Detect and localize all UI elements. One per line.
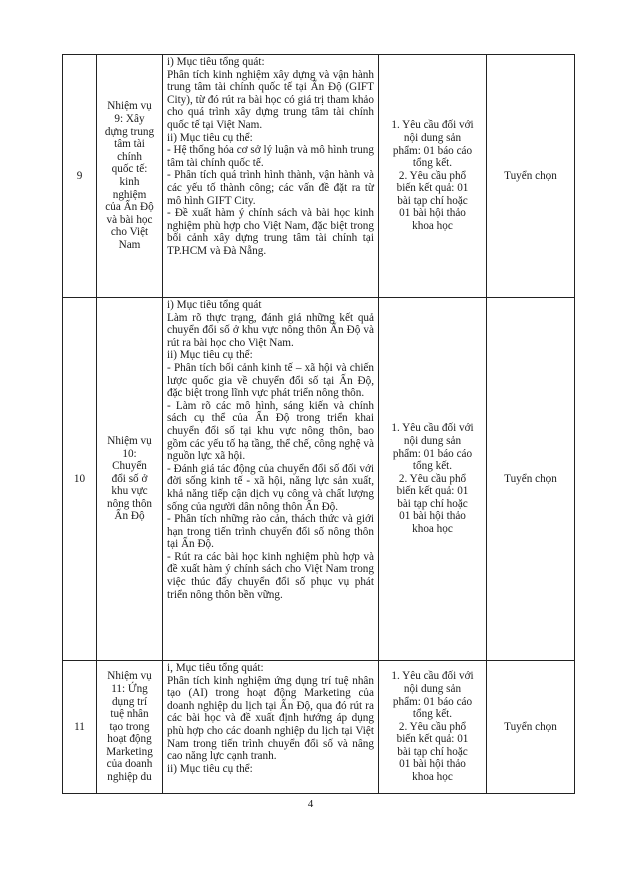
text-line: phẩm: 01 báo cáo [392,695,473,708]
task-objectives [163,661,379,794]
text-line: của Ấn Độ [105,201,154,214]
text-line: biến kết quả: 01 [396,485,469,498]
text-line: Nhiệm vụ [107,434,152,447]
text-line: của doanh [106,758,153,771]
text-line: chính [117,150,142,163]
text-line: - Rút ra các bài học kinh nghiệm phù hợp và đề xuất hàm ý chính sách cho Việt Nam trong việc thúc đẩy chuyển đổi số phục vụ phát triển nông thôn bền vững. [167,550,374,601]
text-line: bài tạp chí hoặc [397,497,468,510]
text-line: hoạt động [107,733,152,746]
task-name [97,55,163,298]
text-line: và bài học [106,213,153,226]
text-line: 10: [122,447,137,460]
text-line: Nhiệm vụ [107,100,152,113]
text-line: i) Mục tiêu tổng quát: [167,56,265,68]
text-line: tổng kết. [412,460,453,473]
text-line: - Phân tích bối cảnh kinh tế – xã hội và chiến lược quốc gia về chuyển đổi số tại Ấn Độ, đặc biệt trong lĩnh vực phát triển nông thôn. [167,361,374,400]
text-line: - Đề xuất hàm ý chính sách và bài học kinh nghiệm phù hợp cho Việt Nam, đặc biệt trong bối cảnh xây dựng trung tâm tài chính tại TP.HCM và Đà Nẵng. [167,207,374,257]
text-line: kinh [119,176,140,188]
text-line: 2. Yêu cầu phổ [398,169,467,182]
selection-mode: Tuyển chọn [487,55,575,298]
text-line: 2. Yêu cầu phổ [398,720,467,733]
task-requirements [379,298,487,661]
text-line: nội dung sản [403,682,462,695]
text-line: khoa học [412,220,453,233]
text-line: đổi số ở [111,472,148,485]
task-table [62,54,575,794]
text-line: khu vực [111,485,148,498]
text-line: tổng kết. [412,157,453,170]
text-line: Nam [118,238,141,251]
task-requirements [379,55,487,298]
text-line: 2. Yêu cầu phổ [398,472,467,485]
text-line: nghiệp du [107,771,152,784]
text-line: - Phân tích quá trình hình thành, vận hành và các yếu tố thành công; các vấn đề đặt ra từ mô hình GIFT City. [167,169,374,207]
text-line: - Phân tích những rào cản, thách thức và giới hạn trong tiến trình chuyển đổi số nông thôn tại Ấn Độ. [167,513,374,551]
text-line: 01 bài hội thảo [399,207,466,220]
table-row [63,55,575,298]
text-line: ii) Mục tiêu cụ thể: [167,762,253,775]
text-line: Làm rõ thực trạng, đánh giá những kết quả chuyển đổi số ở khu vực nông thôn Ấn Độ và rút ra bài học cho Việt Nam. [167,311,374,349]
task-name [97,298,163,661]
row-number: 11 [63,661,97,794]
text-line: 01 bài hội thảo [399,758,466,771]
table-row [63,661,575,794]
text-line: tổng kết. [412,708,453,721]
text-line: biến kết quả: 01 [396,182,469,195]
text-line: phẩm: 01 báo cáo [392,447,473,460]
selection-mode: Tuyển chọn [487,298,575,661]
row-number: 9 [63,55,97,298]
task-name [97,661,163,794]
text-line: quốc tế: [111,163,148,176]
text-line: khoa học [412,523,453,536]
text-line: Chuyển [112,460,147,473]
text-line: tâm tài [114,138,145,151]
text-line: khoa học [412,771,453,784]
text-line: phẩm: 01 báo cáo [392,144,473,157]
row-number: 10 [63,298,97,661]
text-line: nghiệm [112,188,147,201]
text-line: dụng trí [111,695,148,708]
text-line: bài tạp chí hoặc [397,194,468,207]
text-line: Phân tích kinh nghiệm xây dựng và vận hành trung tâm tài chính quốc tế tại Ấn Độ (GIFT City), từ đó rút ra bài học có giá trị tham khảo cho quá trình xây dựng trung tâm tài chính quốc tế tại Việt Nam. [167,68,374,131]
text-line: 1. Yêu cầu đối với [391,119,474,132]
text-line: ii) Mục tiêu cụ thể: [167,131,253,144]
text-line: Nhiệm vụ [107,670,152,683]
text-line: tuệ nhân [110,708,149,721]
text-line: - Đánh giá tác động của chuyển đổi số đối với đời sống kinh tế - xã hội, năng lực sản xuất, khả năng tiếp cận dịch vụ công và chất lượng sống của người dân nông thôn Ấn Độ. [167,462,374,513]
text-line: tạo trong [109,720,150,733]
text-line: 11: Ứng [111,682,148,695]
text-line: Marketing [106,745,153,758]
task-objectives [163,55,379,298]
text-line: nội dung sản [403,131,462,144]
task-objectives [163,298,379,661]
text-line: i) Mục tiêu tổng quát [167,299,262,311]
text-line: cho Việt [110,226,149,239]
text-line: i, Mục tiêu tổng quát: [167,662,264,674]
text-line: - Hệ thống hóa cơ sở lý luận và mô hình trung tâm tài chính quốc tế. [167,144,374,169]
text-line: Ấn Độ [114,510,145,523]
task-requirements [379,661,487,794]
text-line: 1. Yêu cầu đối với [391,670,474,683]
text-line: Phân tích kinh nghiệm ứng dụng trí tuệ nhân tạo (AI) trong hoạt động Marketing của doanh nghiệp du lịch tại Ấn Độ, qua đó rút ra các bài học và đề xuất định hướng áp dụng phù hợp cho các doanh nghiệp du lịch tại Việt Nam trong tiến trình chuyển đổi số và nâng cao năng lực cạnh tranh. [167,674,374,763]
text-line: biến kết quả: 01 [396,733,469,746]
text-line: 1. Yêu cầu đối với [391,422,474,435]
text-line: 9: Xây [114,113,145,126]
text-line: bài tạp chí hoặc [397,745,468,758]
selection-mode: Tuyển chọn [487,661,575,794]
text-line: nông thôn [106,497,153,510]
text-line: - Làm rõ các mô hình, sáng kiến và chính sách cụ thể của Ấn Độ trong triển khai chuyển đổi số tại khu vực nông thôn, bao gồm các yếu tố hạ tầng, thể chế, công nghệ và nguồn lực xã hội. [167,399,374,463]
page-number: 4 [307,798,314,810]
text-line: ii) Mục tiêu cụ thể: [167,349,253,362]
text-line: dựng trung [104,125,155,138]
text-line: nội dung sản [403,434,462,447]
text-line: 01 bài hội thảo [399,510,466,523]
table-row [63,298,575,661]
